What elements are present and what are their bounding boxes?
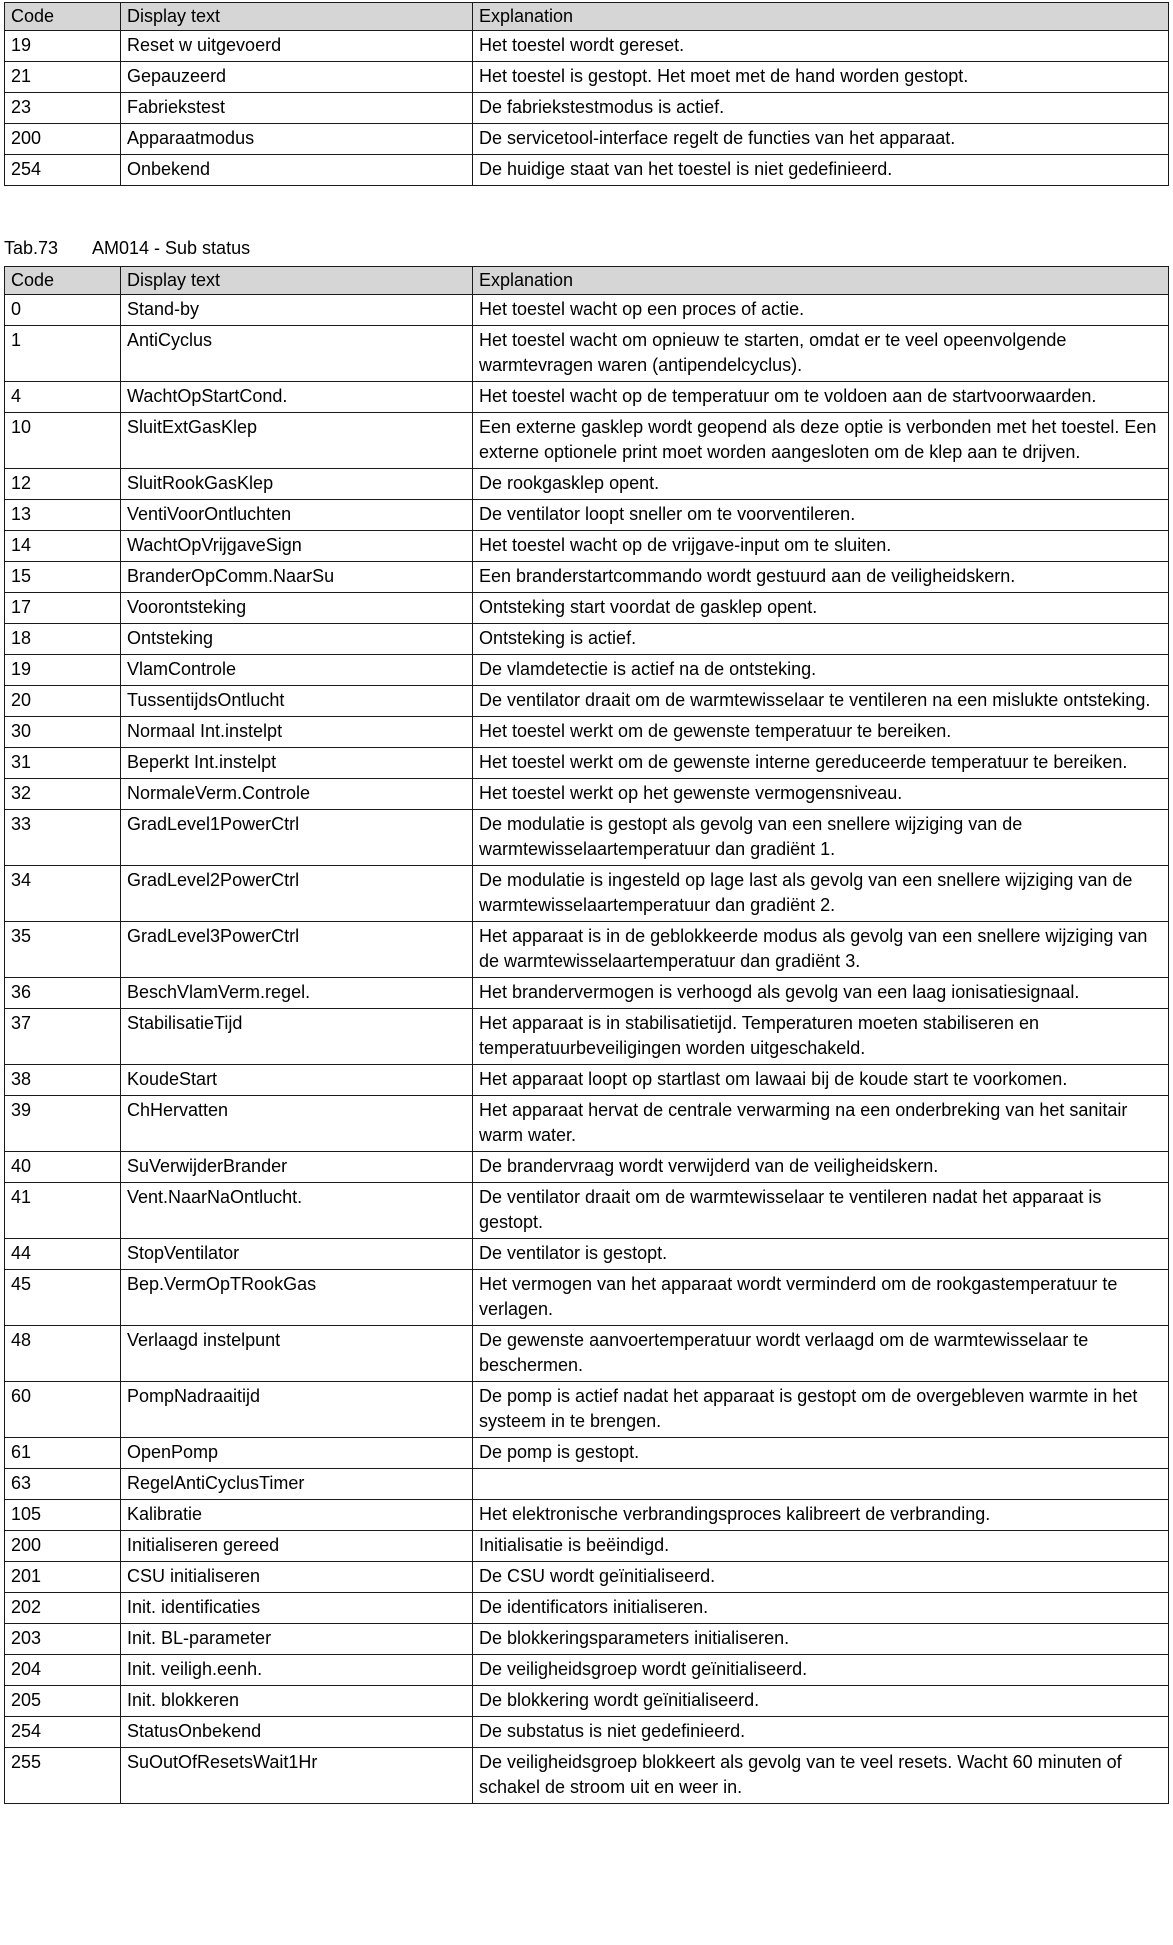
display-text-cell: Kalibratie [121,1500,473,1531]
code-cell: 17 [5,593,121,624]
code-cell: 34 [5,866,121,922]
code-cell: 254 [5,1717,121,1748]
code-cell: 35 [5,922,121,978]
header-row [5,267,1169,295]
explanation-cell: Het toestel werkt om de gewenste interne gereduceerde temperatuur te bereiken. [473,748,1169,779]
column-header-display-text: Display text [121,3,473,31]
explanation-cell: De brandervraag wordt verwijderd van de veiligheidskern. [473,1152,1169,1183]
table-row [5,295,1169,326]
explanation-cell: De huidige staat van het toestel is niet gedefinieerd. [473,155,1169,186]
code-cell: 12 [5,469,121,500]
code-cell: 18 [5,624,121,655]
display-text-cell: Ontsteking [121,624,473,655]
display-text-cell: SuVerwijderBrander [121,1152,473,1183]
table-row [5,1469,1169,1500]
display-text-cell: StopVentilator [121,1239,473,1270]
code-cell: 31 [5,748,121,779]
code-cell: 200 [5,1531,121,1562]
code-cell: 1 [5,326,121,382]
display-text-cell: VlamControle [121,655,473,686]
code-cell: 44 [5,1239,121,1270]
explanation-cell: Het toestel wordt gereset. [473,31,1169,62]
explanation-cell [473,1469,1169,1500]
explanation-cell: Het toestel wacht op de temperatuur om te voldoen aan de startvoorwaarden. [473,382,1169,413]
display-text-cell: GradLevel1PowerCtrl [121,810,473,866]
code-cell: 15 [5,562,121,593]
explanation-cell: Het toestel wacht op een proces of actie. [473,295,1169,326]
table-row [5,1382,1169,1438]
display-text-cell: Init. veiligh.eenh. [121,1655,473,1686]
explanation-cell: Ontsteking is actief. [473,624,1169,655]
code-cell: 203 [5,1624,121,1655]
explanation-cell: De modulatie is gestopt als gevolg van een snellere wijziging van de warmtewisselaartemperatuur dan gradiënt 1. [473,810,1169,866]
display-text-cell: Onbekend [121,155,473,186]
display-text-cell: Beperkt Int.instelpt [121,748,473,779]
display-text-cell: PompNadraaitijd [121,1382,473,1438]
table-row [5,978,1169,1009]
table-row [5,624,1169,655]
display-text-cell: WachtOpStartCond. [121,382,473,413]
display-text-cell: Verlaagd instelpunt [121,1326,473,1382]
code-cell: 36 [5,978,121,1009]
explanation-cell: Het apparaat is in de geblokkeerde modus als gevolg van een snellere wijziging van de warmtewisselaartemperatuur dan gradiënt 3. [473,922,1169,978]
display-text-cell: Initialiseren gereed [121,1531,473,1562]
column-header-display-text: Display text [121,267,473,295]
code-cell: 37 [5,1009,121,1065]
table-row [5,1239,1169,1270]
table-row [5,1717,1169,1748]
explanation-cell: De pomp is actief nadat het apparaat is gestopt om de overgebleven warmte in het systeem in te brengen. [473,1382,1169,1438]
table-row [5,500,1169,531]
explanation-cell: De blokkering wordt geïnitialiseerd. [473,1686,1169,1717]
explanation-cell: De ventilator draait om de warmtewisselaar te ventileren nadat het apparaat is gestopt. [473,1183,1169,1239]
display-text-cell: OpenPomp [121,1438,473,1469]
table-row [5,1183,1169,1239]
code-cell: 48 [5,1326,121,1382]
explanation-cell: Een externe gasklep wordt geopend als deze optie is verbonden met het toestel. Een externe optionele print moet worden aangesloten om de klep aan te drijven. [473,413,1169,469]
code-cell: 204 [5,1655,121,1686]
explanation-cell: De vlamdetectie is actief na de ontsteking. [473,655,1169,686]
status-table [4,2,1169,186]
column-header-code: Code [5,3,121,31]
display-text-cell: GradLevel3PowerCtrl [121,922,473,978]
explanation-cell: De veiligheidsgroep blokkeert als gevolg van te veel resets. Wacht 60 minuten of schakel de stroom uit en weer in. [473,1748,1169,1804]
table-row [5,1065,1169,1096]
table-row [5,1624,1169,1655]
explanation-cell: De substatus is niet gedefinieerd. [473,1717,1169,1748]
explanation-cell: Een branderstartcommando wordt gestuurd aan de veiligheidskern. [473,562,1169,593]
code-cell: 13 [5,500,121,531]
table-row [5,562,1169,593]
table-row [5,1748,1169,1804]
explanation-cell: Ontsteking start voordat de gasklep opent. [473,593,1169,624]
code-cell: 23 [5,93,121,124]
explanation-cell: De pomp is gestopt. [473,1438,1169,1469]
code-cell: 19 [5,31,121,62]
display-text-cell: SluitRookGasKlep [121,469,473,500]
explanation-cell: De CSU wordt geïnitialiseerd. [473,1562,1169,1593]
table-row [5,469,1169,500]
table-row [5,62,1169,93]
display-text-cell: BeschVlamVerm.regel. [121,978,473,1009]
display-text-cell: SuOutOfResetsWait1Hr [121,1748,473,1804]
sub-status-table [4,266,1169,1804]
code-cell: 4 [5,382,121,413]
explanation-cell: De ventilator is gestopt. [473,1239,1169,1270]
explanation-cell: De gewenste aanvoertemperatuur wordt verlaagd om de warmtewisselaar te beschermen. [473,1326,1169,1382]
code-cell: 41 [5,1183,121,1239]
header-row [5,3,1169,31]
display-text-cell: Reset w uitgevoerd [121,31,473,62]
explanation-cell: De ventilator draait om de warmtewisselaar te ventileren na een mislukte ontsteking. [473,686,1169,717]
explanation-cell: De modulatie is ingesteld op lage last als gevolg van een snellere wijziging van de warmtewisselaartemperatuur dan gradiënt 2. [473,866,1169,922]
code-cell: 19 [5,655,121,686]
explanation-cell: Het apparaat loopt op startlast om lawaai bij de koude start te voorkomen. [473,1065,1169,1096]
explanation-cell: Het apparaat hervat de centrale verwarming na een onderbreking van het sanitair warm water. [473,1096,1169,1152]
display-text-cell: GradLevel2PowerCtrl [121,866,473,922]
table-title: AM014 - Sub status [92,238,251,258]
table-row [5,655,1169,686]
table-row [5,717,1169,748]
display-text-cell: SluitExtGasKlep [121,413,473,469]
table-row [5,1531,1169,1562]
explanation-cell: Het toestel wacht op de vrijgave-input om te sluiten. [473,531,1169,562]
display-text-cell: Fabriekstest [121,93,473,124]
table-row [5,124,1169,155]
explanation-cell: De ventilator loopt sneller om te voorventileren. [473,500,1169,531]
table-row [5,531,1169,562]
display-text-cell: RegelAntiCyclusTimer [121,1469,473,1500]
table-row [5,1270,1169,1326]
explanation-cell: Het toestel is gestopt. Het moet met de hand worden gestopt. [473,62,1169,93]
explanation-cell: Het toestel werkt op het gewenste vermogensniveau. [473,779,1169,810]
table-row [5,93,1169,124]
table-row [5,413,1169,469]
table-row [5,326,1169,382]
table-row [5,779,1169,810]
display-text-cell: Init. BL-parameter [121,1624,473,1655]
display-text-cell: ChHervatten [121,1096,473,1152]
table-row [5,31,1169,62]
code-cell: 33 [5,810,121,866]
explanation-cell: De servicetool-interface regelt de functies van het apparaat. [473,124,1169,155]
display-text-cell: NormaleVerm.Controle [121,779,473,810]
display-text-cell: Vent.NaarNaOntlucht. [121,1183,473,1239]
table-row [5,1326,1169,1382]
explanation-cell: Het apparaat is in stabilisatietijd. Temperaturen moeten stabiliseren en temperatuurbeveiligingen worden uitgeschakeld. [473,1009,1169,1065]
table-row [5,155,1169,186]
code-cell: 32 [5,779,121,810]
code-cell: 200 [5,124,121,155]
table-row [5,810,1169,866]
display-text-cell: AntiCyclus [121,326,473,382]
display-text-cell: CSU initialiseren [121,1562,473,1593]
display-text-cell: Init. identificaties [121,1593,473,1624]
table-row [5,382,1169,413]
display-text-cell: KoudeStart [121,1065,473,1096]
code-cell: 255 [5,1748,121,1804]
table-row [5,1686,1169,1717]
table-row [5,748,1169,779]
explanation-cell: De blokkeringsparameters initialiseren. [473,1624,1169,1655]
code-cell: 201 [5,1562,121,1593]
display-text-cell: Bep.VermOpTRookGas [121,1270,473,1326]
display-text-cell: VentiVoorOntluchten [121,500,473,531]
code-cell: 63 [5,1469,121,1500]
display-text-cell: WachtOpVrijgaveSign [121,531,473,562]
code-cell: 10 [5,413,121,469]
display-text-cell: StatusOnbekend [121,1717,473,1748]
explanation-cell: Het toestel werkt om de gewenste temperatuur te bereiken. [473,717,1169,748]
explanation-cell: De fabriekstestmodus is actief. [473,93,1169,124]
explanation-cell: De veiligheidsgroep wordt geïnitialiseerd. [473,1655,1169,1686]
explanation-cell: Het elektronische verbrandingsproces kalibreert de verbranding. [473,1500,1169,1531]
explanation-cell: Initialisatie is beëindigd. [473,1531,1169,1562]
table-row [5,922,1169,978]
code-cell: 254 [5,155,121,186]
code-cell: 21 [5,62,121,93]
display-text-cell: Init. blokkeren [121,1686,473,1717]
table-row [5,1593,1169,1624]
table-row [5,1438,1169,1469]
table-row [5,686,1169,717]
table-caption [4,236,250,260]
code-cell: 60 [5,1382,121,1438]
code-cell: 105 [5,1500,121,1531]
display-text-cell: Normaal Int.instelpt [121,717,473,748]
code-cell: 0 [5,295,121,326]
code-cell: 30 [5,717,121,748]
display-text-cell: TussentijdsOntlucht [121,686,473,717]
table-row [5,593,1169,624]
table-row [5,866,1169,922]
table-row [5,1562,1169,1593]
table-row [5,1655,1169,1686]
column-header-code: Code [5,267,121,295]
code-cell: 39 [5,1096,121,1152]
column-header-explanation: Explanation [473,267,1169,295]
table-row [5,1500,1169,1531]
display-text-cell: Voorontsteking [121,593,473,624]
explanation-cell: Het vermogen van het apparaat wordt verminderd om de rookgastemperatuur te verlagen. [473,1270,1169,1326]
display-text-cell: Stand-by [121,295,473,326]
code-cell: 40 [5,1152,121,1183]
code-cell: 61 [5,1438,121,1469]
explanation-cell: De rookgasklep opent. [473,469,1169,500]
explanation-cell: Het toestel wacht om opnieuw te starten, omdat er te veel opeenvolgende warmtevragen waren (antipendelcyclus). [473,326,1169,382]
column-header-explanation: Explanation [473,3,1169,31]
table-number: Tab.73 [4,238,59,258]
table-row [5,1009,1169,1065]
code-cell: 202 [5,1593,121,1624]
table-row [5,1152,1169,1183]
display-text-cell: Gepauzeerd [121,62,473,93]
code-cell: 38 [5,1065,121,1096]
code-cell: 14 [5,531,121,562]
display-text-cell: BranderOpComm.NaarSu [121,562,473,593]
explanation-cell: De identificators initialiseren. [473,1593,1169,1624]
code-cell: 205 [5,1686,121,1717]
code-cell: 45 [5,1270,121,1326]
display-text-cell: Apparaatmodus [121,124,473,155]
table-row [5,1096,1169,1152]
code-cell: 20 [5,686,121,717]
display-text-cell: StabilisatieTijd [121,1009,473,1065]
explanation-cell: Het brandervermogen is verhoogd als gevolg van een laag ionisatiesignaal. [473,978,1169,1009]
